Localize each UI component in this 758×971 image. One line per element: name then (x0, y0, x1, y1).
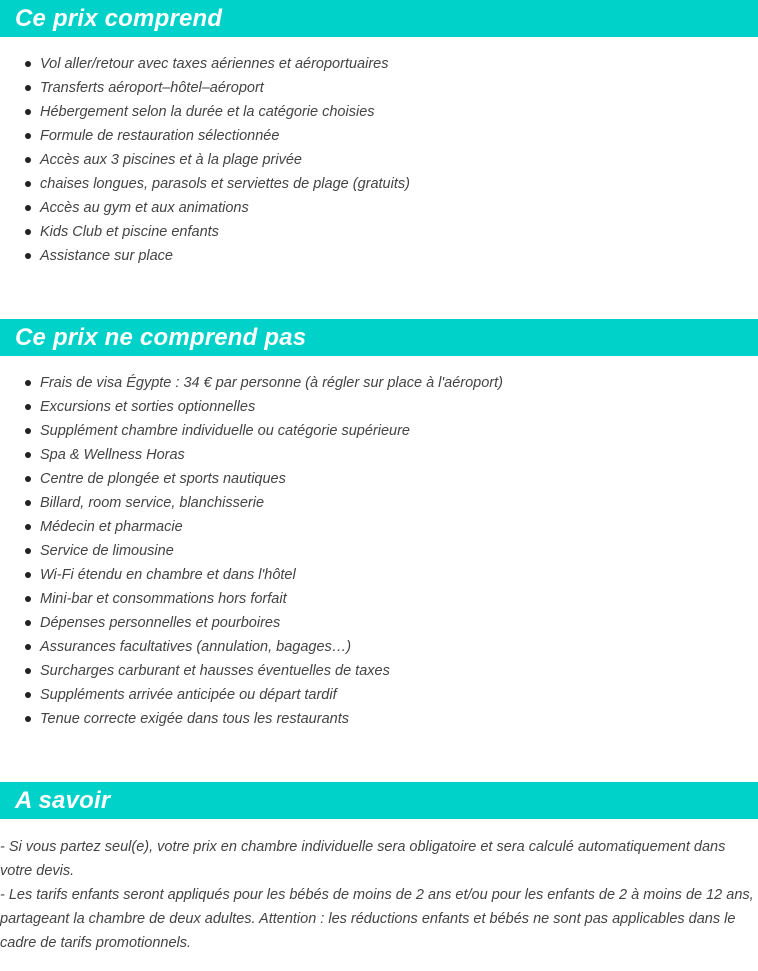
list-item: Tenue correcte exigée dans tous les restaurants (0, 707, 503, 731)
list-item: Billard, room service, blanchisserie (0, 491, 503, 515)
list-item: Spa & Wellness Horas (0, 443, 503, 467)
list-item: Frais de visa Égypte : 34 € par personne (à régler sur place à l'aéroport) (0, 371, 503, 395)
list-item: Excursions et sorties optionnelles (0, 395, 503, 419)
list-item: Accès aux 3 piscines et à la plage privée (0, 148, 410, 172)
list-item: Mini-bar et consommations hors forfait (0, 587, 503, 611)
to-know-title: A savoir (15, 786, 111, 814)
included-section-header (0, 0, 758, 37)
list-item: Centre de plongée et sports nautiques (0, 467, 503, 491)
list-item: Transferts aéroport–hôtel–aéroport (0, 76, 410, 100)
to-know-notes (0, 835, 758, 955)
list-item: Assurances facultatives (annulation, bagages…) (0, 635, 503, 659)
list-item: Formule de restauration sélectionnée (0, 124, 410, 148)
note-paragraph: - Si vous partez seul(e), votre prix en chambre individuelle sera obligatoire et sera calculé automatiquement dans votre devis. (0, 839, 726, 879)
list-item: Médecin et pharmacie (0, 515, 503, 539)
list-item: Kids Club et piscine enfants (0, 220, 410, 244)
not-included-title: Ce prix ne comprend pas (15, 323, 307, 351)
list-item: Surcharges carburant et hausses éventuelles de taxes (0, 659, 503, 683)
not-included-section-header (0, 319, 758, 356)
included-list (0, 52, 410, 268)
list-item: Service de limousine (0, 539, 503, 563)
list-item: Hébergement selon la durée et la catégorie choisies (0, 100, 410, 124)
to-know-section-header (0, 782, 758, 819)
list-item: Dépenses personnelles et pourboires (0, 611, 503, 635)
not-included-list (0, 371, 503, 731)
list-item: Suppléments arrivée anticipée ou départ tardif (0, 683, 503, 707)
included-title: Ce prix comprend (15, 4, 223, 32)
note-paragraph: - Les tarifs enfants seront appliqués pour les bébés de moins de 2 ans et/ou pour les enfants de 2 à moins de 12 ans, partageant la chambre de deux adultes. Attention : les réductions enfants et bébés ne sont pas applicables dans le cadre de tarifs promotionnels. (0, 887, 754, 951)
list-item: Wi-Fi étendu en chambre et dans l'hôtel (0, 563, 503, 587)
list-item: chaises longues, parasols et serviettes de plage (gratuits) (0, 172, 410, 196)
list-item: Vol aller/retour avec taxes aériennes et aéroportuaires (0, 52, 410, 76)
list-item: Supplément chambre individuelle ou catégorie supérieure (0, 419, 503, 443)
list-item: Accès au gym et aux animations (0, 196, 410, 220)
list-item: Assistance sur place (0, 244, 410, 268)
